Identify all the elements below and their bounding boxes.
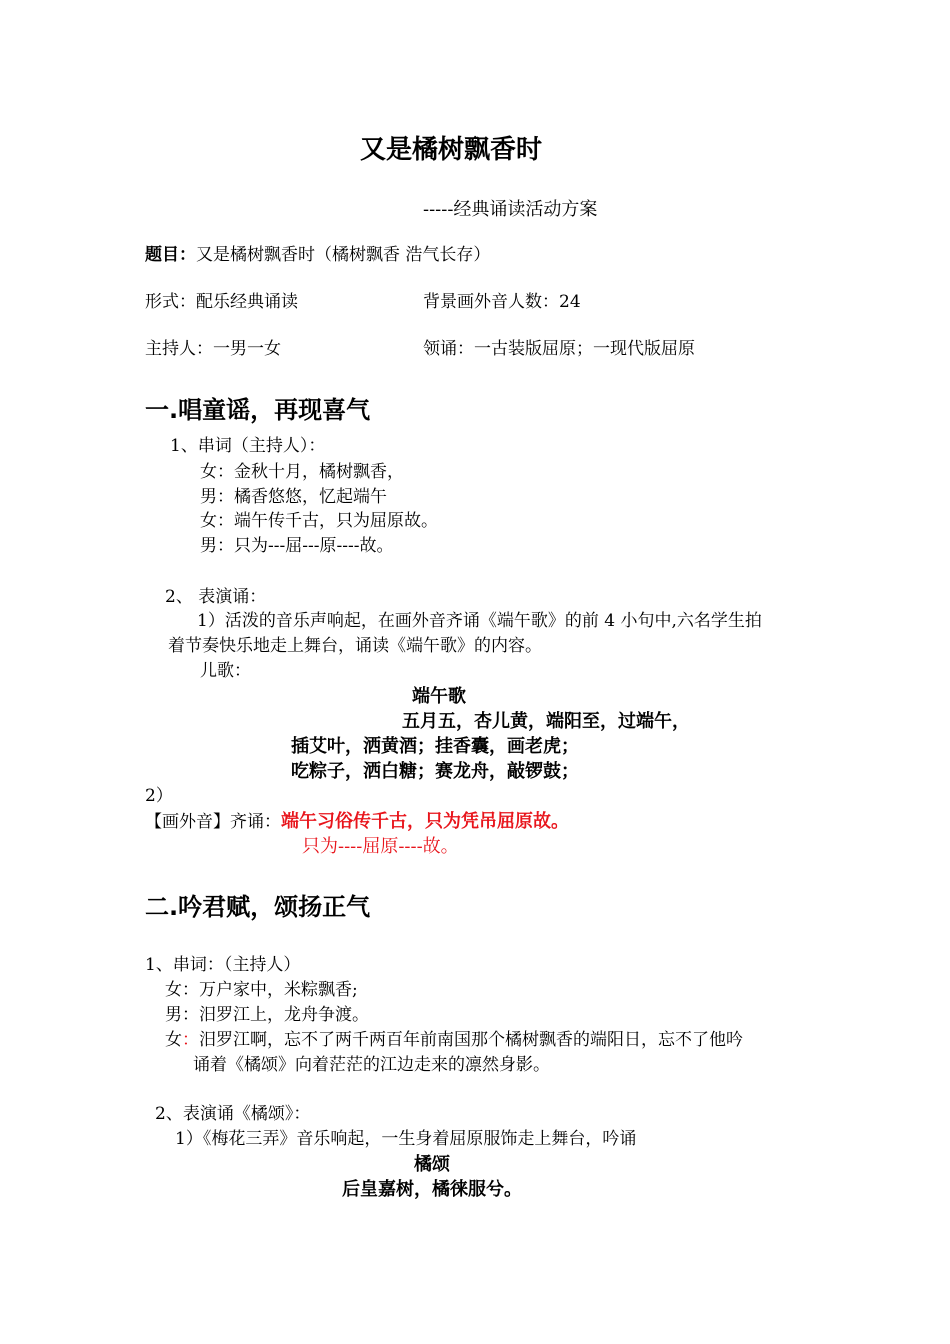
dialogue-line: 女：万户家中，米粽飘香; <box>165 980 358 1000</box>
section1-item1: 1、串词（主持人）： <box>170 436 326 456</box>
poem-line: 后皇嘉树，橘徕服兮。 <box>342 1179 522 1200</box>
voice-over-recitation-2: 只为----屈原----故。 <box>302 836 459 857</box>
performance-paragraph-line1: 1）活泼的音乐声响起，在画外音齐诵《端午歌》的前 4 小句中,六名学生拍 <box>197 611 762 631</box>
page-subtitle: -----经典诵读活动方案 <box>423 199 598 220</box>
section1-heading: 一.唱童谣，再现喜气 <box>145 396 371 424</box>
section2-paragraph: 1）《梅花三弄》音乐响起，一生身着屈原服饰走上舞台，吟诵 <box>175 1129 637 1149</box>
performance-paragraph-line2: 着节奏快乐地走上舞台，诵读《端午歌》的内容。 <box>168 636 542 656</box>
section2-heading: 二.吟君赋，颂扬正气 <box>145 893 371 921</box>
dialogue-line: 女：金秋十月，橘树飘香， <box>200 462 404 482</box>
dialogue-long-line1 <box>165 1032 743 1049</box>
poem-line: 五月五，杏儿黄，端阳至，过端午， <box>402 711 690 732</box>
dialogue-line: 男：只为---屈---原----故。 <box>200 536 394 556</box>
lead-text: 领诵：一古装版屈原；一现代版屈原 <box>423 339 695 359</box>
voice-over-row <box>145 813 569 831</box>
section2-item1: 1、串词：（主持人） <box>145 955 301 975</box>
section2-item2: 2、表演诵《橘颂》： <box>155 1104 311 1124</box>
poem-title: 橘颂 <box>414 1154 450 1175</box>
topic-row <box>145 247 490 264</box>
dialogue-line: 男：汨罗江上，龙舟争渡。 <box>165 1005 369 1025</box>
voice-over-label: 【画外音】齐诵： <box>145 812 281 832</box>
dialogue-long-line2: 诵着《橘颂》向着茫茫的江边走来的凛然身影。 <box>193 1055 550 1075</box>
page-title: 又是橘树飘香时 <box>360 135 543 165</box>
section1-item2: 2、 表演诵： <box>165 587 267 607</box>
poem-line: 插艾叶，洒黄酒；挂香囊，画老虎； <box>291 736 579 757</box>
form-text: 形式：配乐经典诵读 <box>145 292 298 312</box>
voice-count-text: 背景画外音人数：24 <box>423 292 581 312</box>
children-song-label: 儿歌： <box>200 661 251 681</box>
section1-item2b: 2） <box>145 786 173 806</box>
poem-line: 吃粽子，洒白糖；赛龙舟，敲锣鼓； <box>291 761 579 782</box>
dialogue-line: 男：橘香悠悠，忆起端午 <box>200 487 387 507</box>
speaker-prefix: 女 <box>165 1030 182 1050</box>
voice-over-recitation: 端午习俗传千古，只为凭吊屈原故。 <box>281 811 569 832</box>
topic-label: 题目： <box>145 245 196 265</box>
dialogue-line: 女：端午传千古，只为屈原故。 <box>200 511 438 531</box>
topic-value: 又是橘树飘香时（橘树飘香 浩气长存） <box>196 245 491 265</box>
poem-title: 端午歌 <box>412 686 466 707</box>
dialogue-long-text: 汨罗江啊，忘不了两千两百年前南国那个橘树飘香的端阳日，忘不了他吟 <box>199 1030 743 1050</box>
hosts-text: 主持人：一男一女 <box>145 339 281 359</box>
speaker-colon: ： <box>182 1030 199 1050</box>
